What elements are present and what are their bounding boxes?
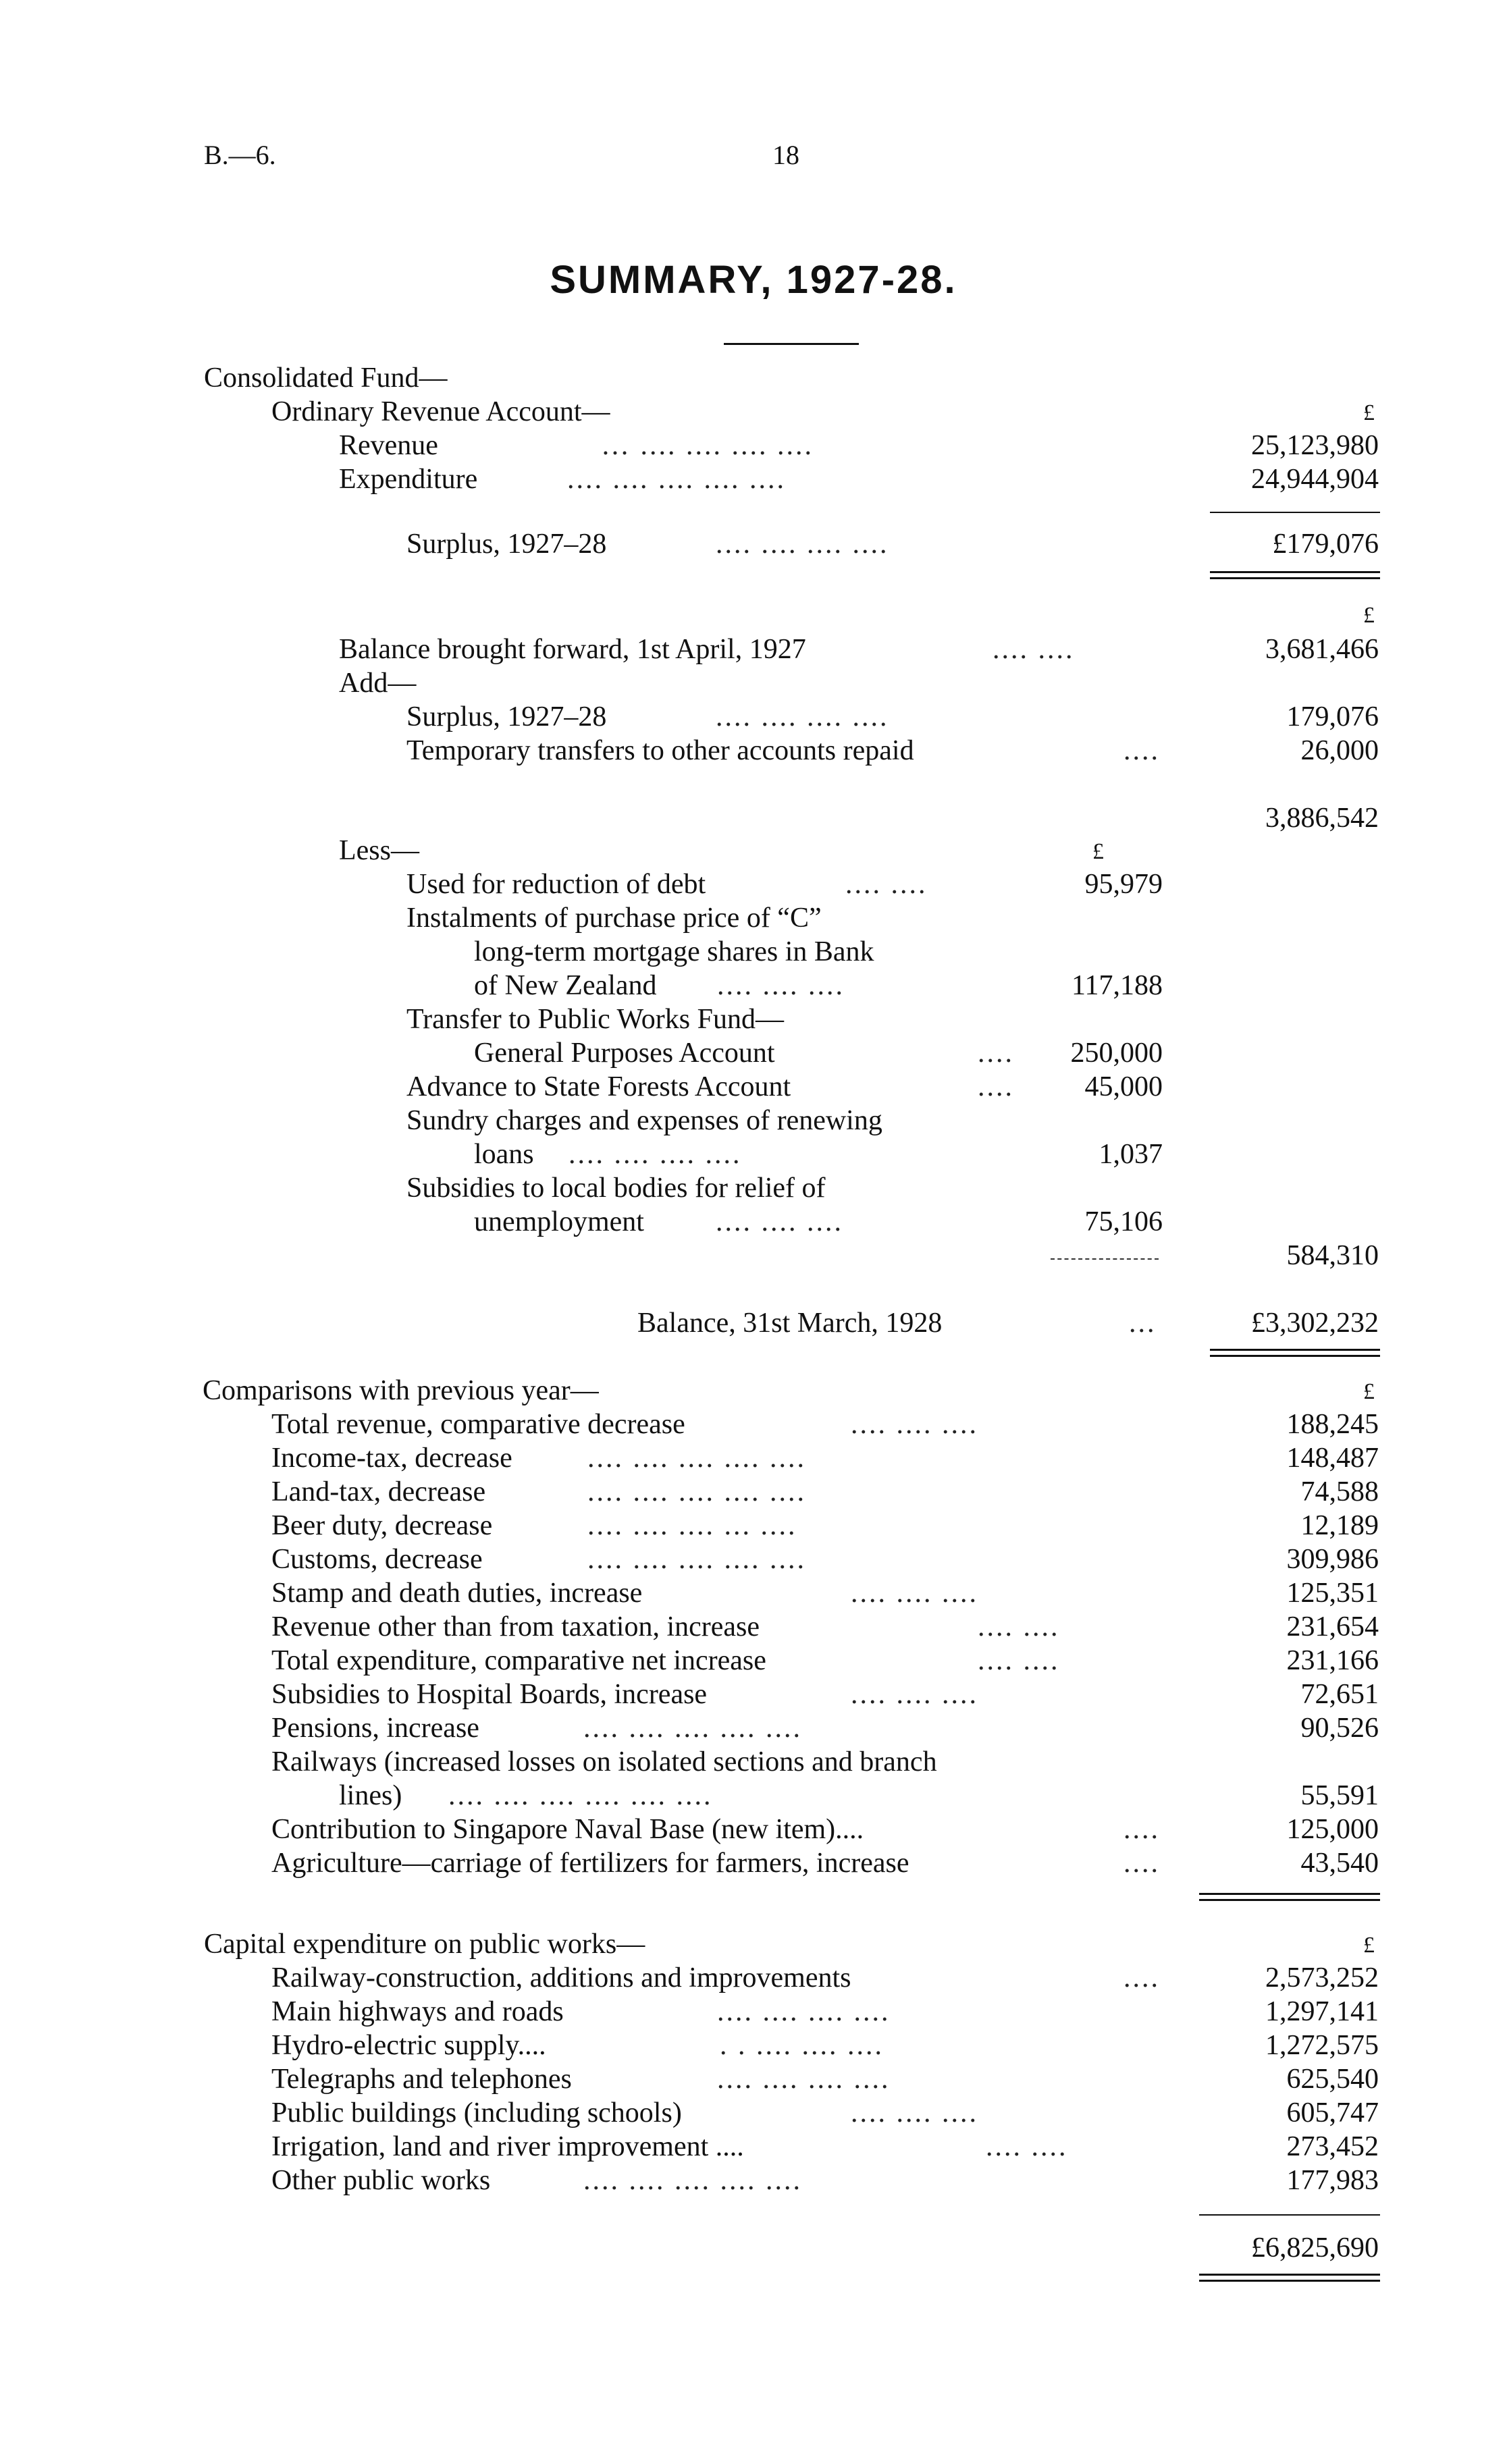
list-item-value: 625,540: [1286, 2064, 1379, 2095]
list-item: Customs, decrease: [271, 1544, 483, 1575]
expenditure-label: Expenditure: [339, 464, 478, 495]
dot-leader: ....: [1123, 735, 1160, 766]
transfer-line1: Transfer to Public Works Fund—: [406, 1004, 784, 1035]
list-item: Main highways and roads: [271, 1996, 564, 2027]
add-label: Add—: [339, 668, 417, 699]
forests-label: Advance to State Forests Account: [406, 1071, 791, 1102]
list-item: Irrigation, land and river improvement ....: [271, 2131, 744, 2162]
instalments-line3: of New Zealand: [474, 970, 657, 1001]
dot-leader: .... ....: [993, 634, 1075, 665]
list-item: Total revenue, comparative decrease: [271, 1409, 685, 1440]
list-item: Other public works: [271, 2165, 491, 2196]
double-rule: [1210, 571, 1380, 579]
page-number: 18: [772, 140, 799, 170]
dot-leader: … .... .... .... ....: [601, 430, 814, 461]
expenditure-value: 24,944,904: [1251, 464, 1379, 495]
transfer-line2: General Purposes Account: [474, 1038, 775, 1069]
double-rule: [1199, 1893, 1380, 1901]
list-item: Agriculture—carriage of fertilizers for farmers, increase: [271, 1848, 909, 1879]
sundry-line2: loans: [474, 1139, 534, 1170]
revenue-value: 25,123,980: [1251, 430, 1379, 461]
dot-leader: .... .... .... ....: [716, 701, 889, 732]
surplus-value: £179,076: [1272, 529, 1379, 560]
currency-symbol: £: [1363, 400, 1375, 425]
dot-leader: .... .... ....: [717, 970, 845, 1001]
dot-leader: .... .... .... .... ....: [587, 1544, 806, 1575]
list-item-value: 177,983: [1286, 2165, 1379, 2196]
dot-leader: .... .... .... .... ....: [567, 464, 786, 495]
closing-balance-label: Balance, 31st March, 1928: [637, 1308, 943, 1339]
list-item: Subsidies to Hospital Boards, increase: [271, 1679, 708, 1710]
transfers-value: 26,000: [1300, 735, 1379, 766]
dot-leader: .... .... .... ....: [717, 1996, 891, 2027]
dot-leader: .... .... ....: [851, 1679, 978, 1710]
closing-balance-value: £3,302,232: [1251, 1308, 1379, 1339]
dot-leader: .... .... ....: [716, 1206, 843, 1237]
balance-brought-forward-label: Balance brought forward, 1st April, 1927: [339, 634, 806, 665]
list-item-value: 1,272,575: [1265, 2030, 1379, 2061]
list-item-value: 231,166: [1286, 1645, 1379, 1676]
dot-leader: .... .... .... .... .... ....: [448, 1780, 713, 1811]
dot-leader: .... .... .... ....: [716, 529, 889, 560]
list-item-value: 188,245: [1286, 1409, 1379, 1440]
currency-symbol: £: [1363, 603, 1375, 628]
dot-leader: ....: [978, 1071, 1014, 1102]
page-title: SUMMARY, 1927-28.: [550, 258, 957, 302]
currency-symbol: £: [1092, 839, 1104, 864]
list-item: Railway-construction, additions and improvements: [271, 1962, 851, 1993]
list-item: Beer duty, decrease: [271, 1510, 493, 1541]
list-item: Contribution to Singapore Naval Base (new item)....: [271, 1814, 864, 1845]
dot-leader: .... .... ....: [851, 1578, 978, 1609]
dot-leader: .... .... ....: [851, 2097, 978, 2128]
list-item: Income-tax, decrease: [271, 1443, 512, 1474]
section-heading-comparisons: Comparisons with previous year—: [203, 1375, 599, 1406]
list-item-value: 309,986: [1286, 1544, 1379, 1575]
dot-leader: ....: [1123, 1848, 1160, 1879]
balance-surplus-label: Surplus, 1927–28: [406, 701, 607, 732]
dot-leader: ...: [1129, 1308, 1157, 1339]
list-item-value: 2,573,252: [1265, 1962, 1379, 1993]
balance-surplus-value: 179,076: [1286, 701, 1379, 732]
dot-leader: .... .... .... ... ....: [587, 1510, 797, 1541]
dot-leader: .... .... .... .... ....: [587, 1443, 806, 1474]
list-item-value: 125,351: [1286, 1578, 1379, 1609]
transfer-value: 250,000: [1070, 1038, 1163, 1069]
surplus-label: Surplus, 1927–28: [406, 529, 607, 560]
instalments-line2: long-term mortgage shares in Bank: [474, 936, 874, 967]
section-heading-consolidated: Consolidated Fund—: [204, 363, 448, 394]
instalments-value: 117,188: [1072, 970, 1163, 1001]
dot-leader: .... ....: [986, 2131, 1068, 2162]
capital-total: £6,825,690: [1251, 2232, 1379, 2264]
dot-leader: .... .... .... ....: [717, 2064, 891, 2095]
list-item-value: 273,452: [1286, 2131, 1379, 2162]
dot-leader: .... .... .... ....: [569, 1139, 742, 1170]
list-item: Telegraphs and telephones: [271, 2064, 572, 2095]
sum-rule: [1210, 512, 1380, 513]
dot-leader: .... .... .... .... ....: [583, 1713, 802, 1744]
debt-value: 95,979: [1084, 869, 1163, 900]
dot-leader: .... ....: [978, 1611, 1060, 1642]
sundry-value: 1,037: [1099, 1139, 1163, 1170]
balance-brought-forward-value: 3,681,466: [1265, 634, 1379, 665]
section-heading-capital: Capital expenditure on public works—: [204, 1929, 645, 1960]
list-item-value: 72,651: [1300, 1679, 1379, 1710]
sum-rule: [1199, 2214, 1380, 2216]
list-item-value: 1,297,141: [1265, 1996, 1379, 2027]
list-item-value: 605,747: [1286, 2097, 1379, 2128]
ordinary-revenue-heading: Ordinary Revenue Account—: [271, 396, 610, 427]
dot-leader: ....: [1123, 1814, 1160, 1845]
balance-subtotal: 3,886,542: [1265, 803, 1379, 834]
list-item: Revenue other than from taxation, increase: [271, 1611, 760, 1642]
list-item: Land-tax, decrease: [271, 1476, 486, 1507]
less-total: 584,310: [1286, 1240, 1379, 1271]
list-item-value: 231,654: [1286, 1611, 1379, 1642]
dot-leader: ....: [978, 1038, 1014, 1069]
transfers-label: Temporary transfers to other accounts repaid: [406, 735, 914, 766]
list-item-value: 90,526: [1300, 1713, 1379, 1744]
list-item-value: 55,591: [1300, 1780, 1379, 1811]
list-item: Railways (increased losses on isolated sections and branch: [271, 1746, 937, 1777]
sundry-line1: Sundry charges and expenses of renewing: [406, 1105, 882, 1136]
currency-symbol: £: [1363, 1933, 1375, 1958]
dot-leader: . . .... .... ....: [720, 2030, 884, 2061]
list-item: Hydro-electric supply....: [271, 2030, 546, 2061]
forests-value: 45,000: [1084, 1071, 1163, 1102]
debt-label: Used for reduction of debt: [406, 869, 706, 900]
dot-leader: .... ....: [845, 869, 928, 900]
currency-symbol: £: [1363, 1379, 1375, 1404]
list-item-value: 125,000: [1286, 1814, 1379, 1845]
list-item: Public buildings (including schools): [271, 2097, 682, 2128]
dot-leader: .... .... .... .... ....: [587, 1476, 806, 1507]
dot-leader: ....: [1123, 1962, 1160, 1993]
subsidies-line1: Subsidies to local bodies for relief of: [406, 1173, 826, 1204]
list-item: Pensions, increase: [271, 1713, 479, 1744]
document-reference: B.—6.: [204, 140, 276, 170]
list-item: Stamp and death duties, increase: [271, 1578, 643, 1609]
list-item-value: 12,189: [1300, 1510, 1379, 1541]
double-rule: [1210, 1349, 1380, 1357]
instalments-line1: Instalments of purchase price of “C”: [406, 903, 822, 934]
dot-leader: .... .... .... .... ....: [583, 2165, 802, 2196]
dot-leader: .... .... ....: [851, 1409, 978, 1440]
subsidies-value: 75,106: [1084, 1206, 1163, 1237]
title-rule: [724, 343, 859, 345]
subsidies-line2: unemployment: [474, 1206, 644, 1237]
list-item-continuation: lines): [339, 1780, 402, 1811]
list-item-value: 43,540: [1300, 1848, 1379, 1879]
dot-leader: .... ....: [978, 1645, 1060, 1676]
revenue-label: Revenue: [339, 430, 438, 461]
list-item: Total expenditure, comparative net increase: [271, 1645, 766, 1676]
list-item-value: 148,487: [1286, 1443, 1379, 1474]
double-rule: [1199, 2274, 1380, 2282]
list-item-value: 74,588: [1300, 1476, 1379, 1507]
column-rule: [1051, 1258, 1159, 1260]
less-label: Less—: [339, 835, 419, 866]
